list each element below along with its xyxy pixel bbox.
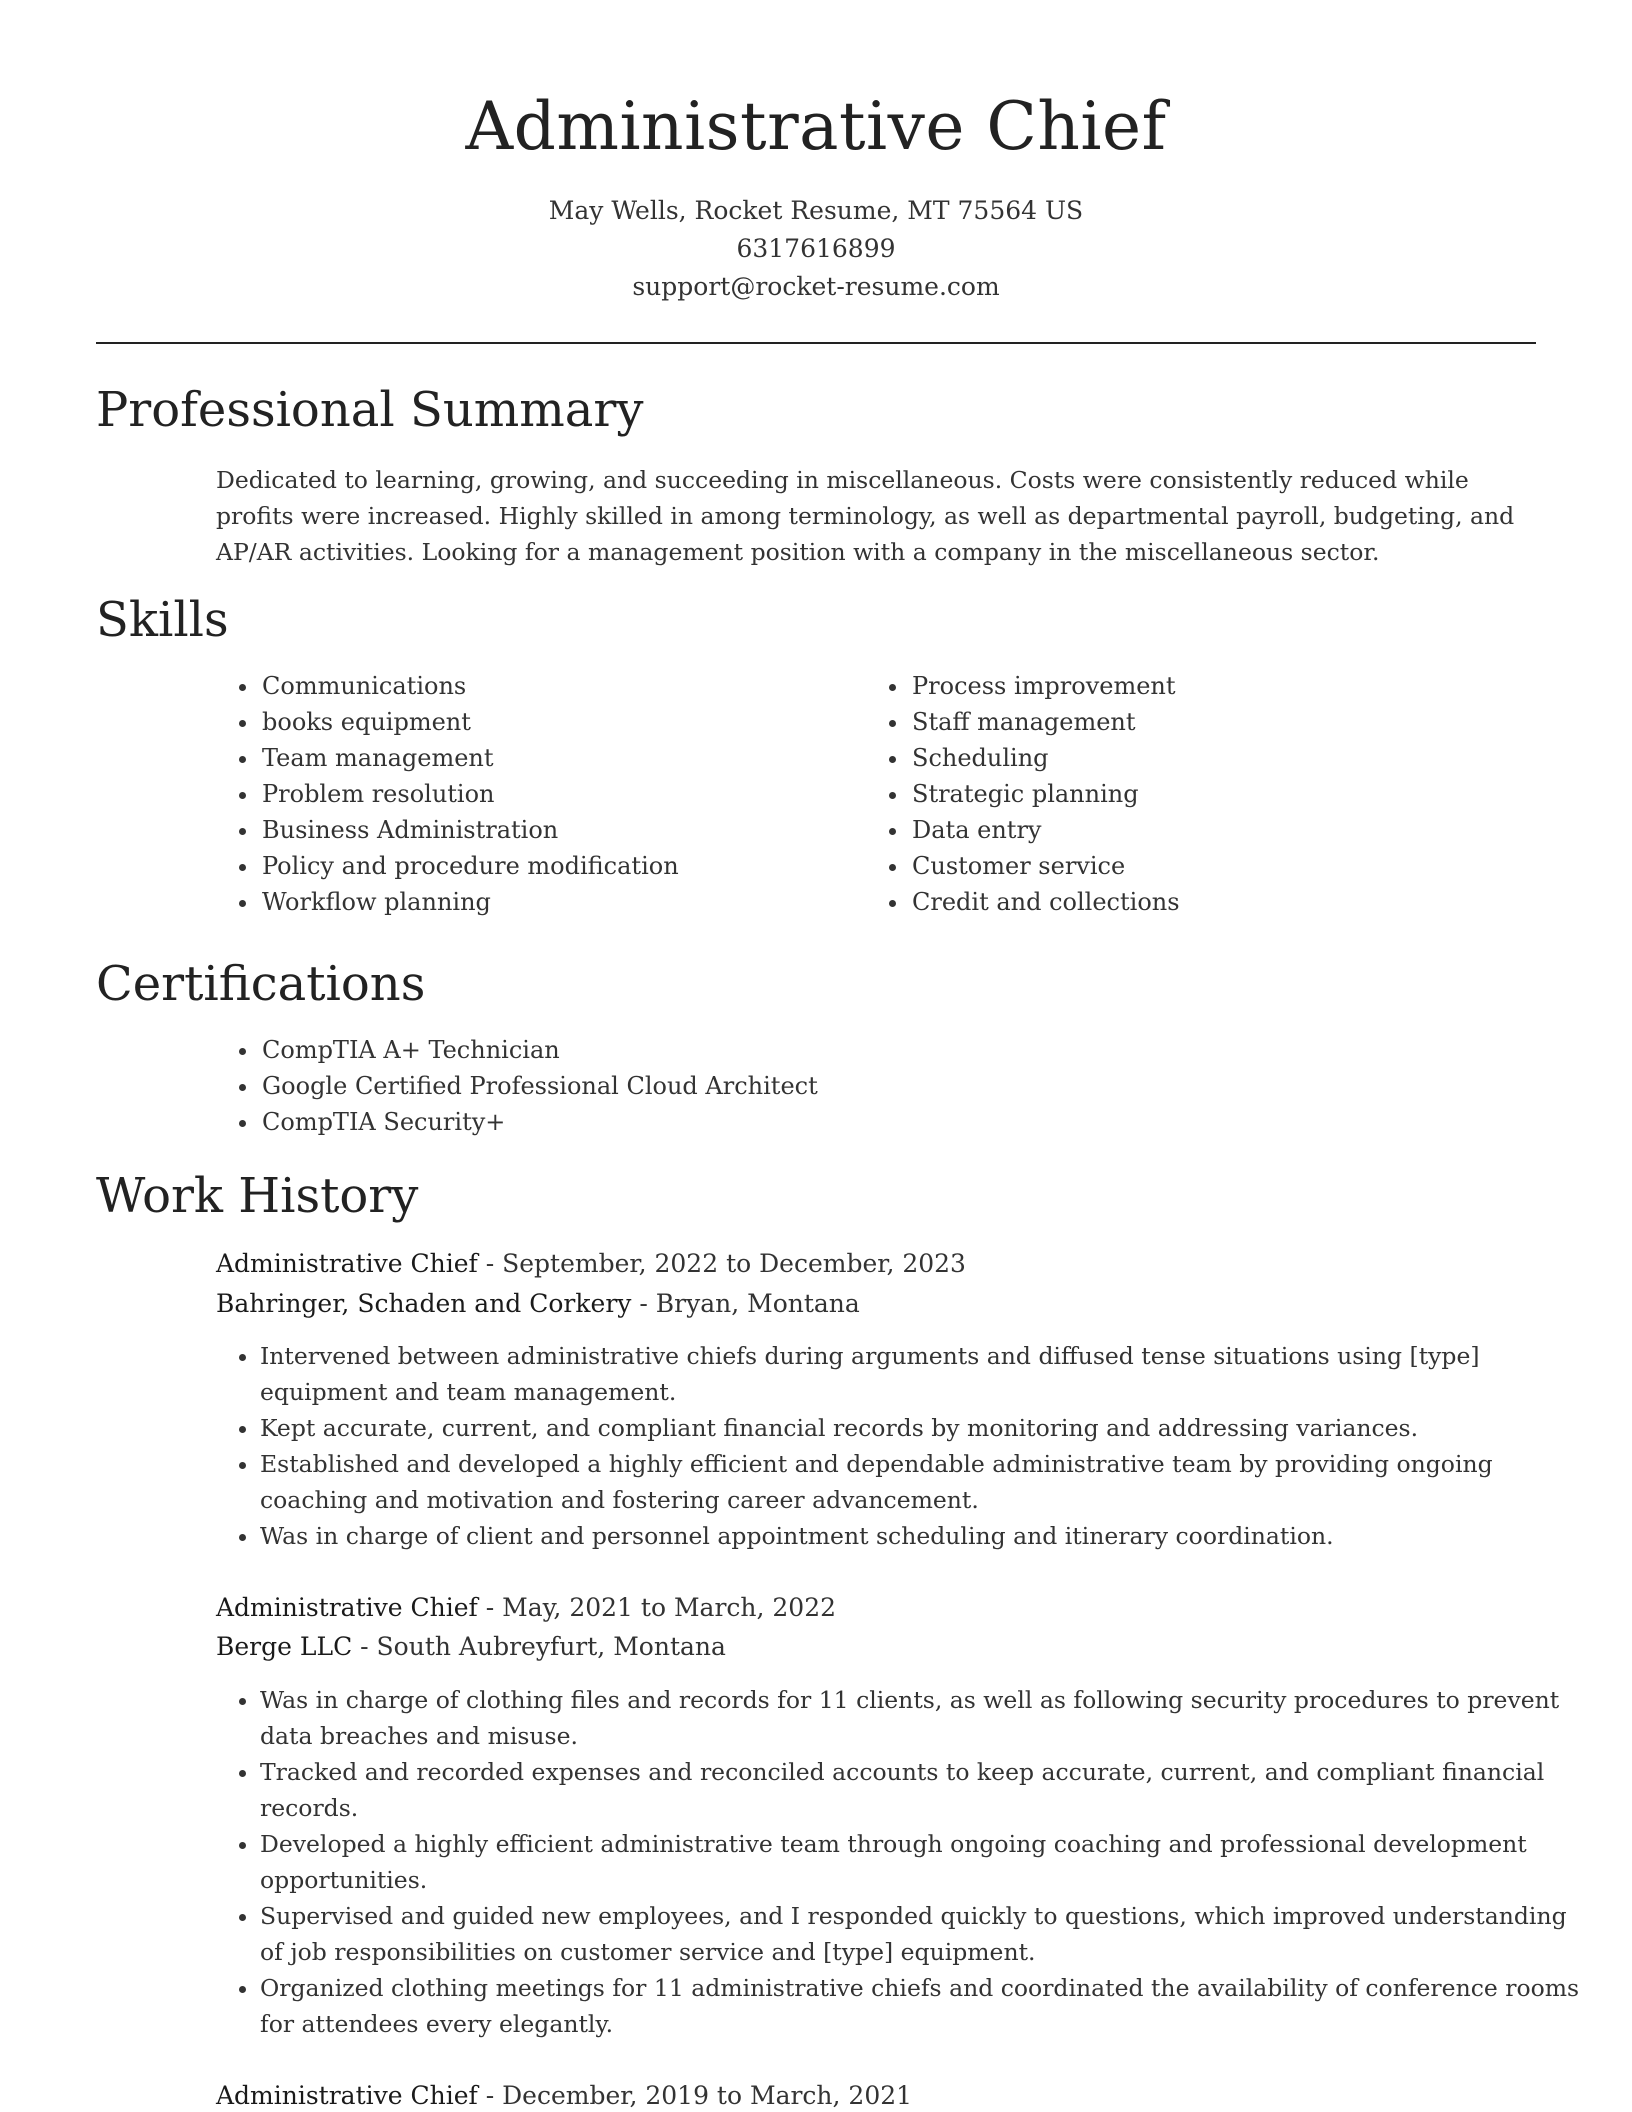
skills-list-left [216, 668, 860, 920]
list-item: • Customer service [910, 848, 1510, 884]
job-company: Bahringer, Schaden and Corkery [216, 1289, 632, 1318]
summary-text: Dedicated to learning, growing, and succeeding in miscellaneous. Costs were consistently reduced while profits were increased. Highly skilled in among terminology, as well as departmental payroll, budgeting, and AP/AR activities. Looking for a management position with a company in the miscellaneous sector. [216, 466, 1515, 566]
job-title-line: Administrative Chief - September, 2022 to December, 2023 [216, 1249, 966, 1278]
section-title-work-history: Work History [96, 1168, 419, 1224]
contact-email: support@rocket-resume.com [632, 272, 1000, 301]
list-item: • Kept accurate, current, and compliant financial records by monitoring and addressing variances. [260, 1410, 1580, 1446]
list-item: • Was in charge of client and personnel appointment scheduling and itinerary coordination. [260, 1518, 1580, 1554]
list-item: • Problem resolution [260, 776, 860, 812]
list-item: • Business Administration [260, 812, 860, 848]
section-title-summary: Professional Summary [96, 382, 644, 438]
header-divider [96, 342, 1536, 344]
list-item: • CompTIA A+ Technician [260, 1032, 1460, 1068]
list-item: • Supervised and guided new employees, and I responded quickly to questions, which improved understanding of job responsibilities on customer service and [type] equipment. [260, 1898, 1580, 1970]
job-title-line: Administrative Chief - May, 2021 to March, 2022 [216, 1593, 837, 1622]
list-item: • Staff management [910, 704, 1510, 740]
job-title-line: Administrative Chief - December, 2019 to March, 2021 [216, 2081, 913, 2110]
job-role: Administrative Chief [216, 1249, 478, 1278]
list-item: • Data entry [910, 812, 1510, 848]
list-item: • Intervened between administrative chiefs during arguments and diffused tense situations using [type] equipment and team management. [260, 1338, 1580, 1410]
resume-title: Administrative Chief [465, 88, 1167, 165]
job-company: Berge LLC [216, 1632, 353, 1661]
list-item: • books equipment [260, 704, 860, 740]
list-item: • Established and developed a highly efficient and dependable administrative team by providing ongoing coaching and motivation and fostering career advancement. [260, 1446, 1580, 1518]
job-location: Bryan, Montana [655, 1289, 860, 1318]
list-item: • Google Certified Professional Cloud Architect [260, 1068, 1460, 1104]
job-company-line: Bahringer, Schaden and Corkery - Bryan, Montana [216, 1289, 860, 1318]
contact-block [0, 192, 1632, 306]
list-item: • Organized clothing meetings for 11 administrative chiefs and coordinated the availability of conference rooms for attendees every elegantly. [260, 1970, 1580, 2042]
contact-address: May Wells, Rocket Resume, MT 75564 US [548, 196, 1084, 225]
list-item: • Team management [260, 740, 860, 776]
job-bullets [216, 1682, 1580, 2042]
list-item: • Policy and procedure modification [260, 848, 860, 884]
skills-list-right [866, 668, 1510, 920]
list-item: • CompTIA Security+ [260, 1104, 1460, 1140]
job-bullets [216, 1338, 1580, 1554]
list-item: • Tracked and recorded expenses and reconciled accounts to keep accurate, current, and compliant financial records. [260, 1754, 1580, 1826]
job-dates: May, 2021 to March, 2022 [502, 1593, 837, 1622]
section-title-skills: Skills [96, 592, 229, 648]
section-title-certifications: Certifications [96, 956, 426, 1012]
list-item: • Was in charge of clothing files and records for 11 clients, as well as following security procedures to prevent data breaches and misuse. [260, 1682, 1580, 1754]
job-dates: December, 2019 to March, 2021 [502, 2081, 913, 2110]
job-company-line: Berge LLC - South Aubreyfurt, Montana [216, 1632, 726, 1661]
list-item: • Credit and collections [910, 884, 1510, 920]
list-item: • Developed a highly efficient administrative team through ongoing coaching and professional development opportunities. [260, 1826, 1580, 1898]
list-item: • Process improvement [910, 668, 1510, 704]
job-dates: September, 2022 to December, 2023 [502, 1249, 966, 1278]
list-item: • Scheduling [910, 740, 1510, 776]
job-role: Administrative Chief [216, 1593, 478, 1622]
list-item: • Strategic planning [910, 776, 1510, 812]
list-item: • Communications [260, 668, 860, 704]
list-item: • Workflow planning [260, 884, 860, 920]
certifications-list [216, 1032, 1460, 1140]
job-role: Administrative Chief [216, 2081, 478, 2110]
job-location: South Aubreyfurt, Montana [376, 1632, 726, 1661]
contact-phone: 6317616899 [736, 234, 896, 263]
